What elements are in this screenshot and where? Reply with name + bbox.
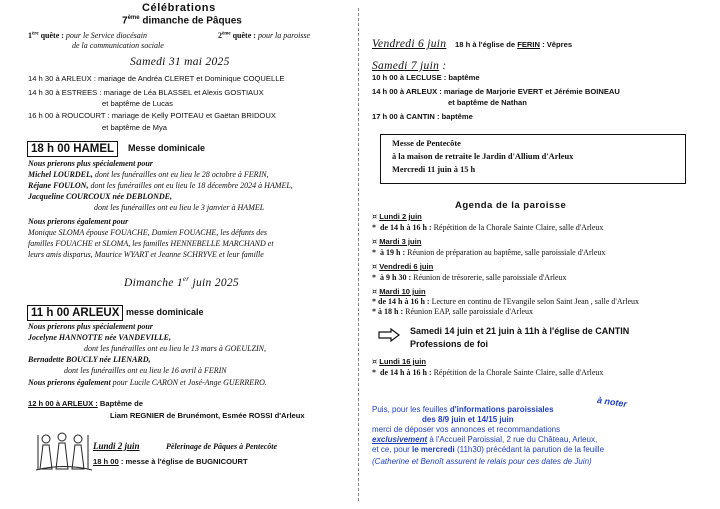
date-saturday-31-may: Samedi 31 mai 2025 [130, 56, 230, 68]
friday-vespers: Vendredi 6 juin 18 h à l'église de FERIN : Vêpres [372, 38, 573, 50]
hamel-also-line-3: leurs amis disparus, Maurice WYART et Jeanne SCHRYVE et leur famille [28, 250, 264, 259]
quete-2: 2ème quête : pour la paroisse [218, 31, 311, 40]
monday-pilgrimage-date: Lundi 2 juin [93, 441, 140, 451]
hamel-pray-3-detail: dont les funérailles ont eu lieu le 3 janvier à HAMEL [94, 203, 265, 212]
agenda-date-4: ¤ Mardi 10 juin [372, 287, 426, 296]
info-line-6: (Catherine et Benoît assurent le relais pour ces dates de Juin) [372, 457, 592, 466]
arleux-pray-1: Jocelyne HANNOTTE née VANDEVILLE, [28, 333, 171, 342]
hamel-also-title: Nous prierons également pour [28, 217, 129, 226]
quete-1-detail: de la communication sociale [72, 41, 164, 50]
saturday-event-3: 16 h 00 à ROUCOURT : mariage de Kelly POITEAU et Gaëtan BRIDOUX [28, 111, 276, 120]
info-line-2: des 8/9 juin et 14/15 juin [422, 415, 514, 424]
cantin-professions-line-1: Samedi 14 juin et 21 juin à 11h à l'église de CANTIN [410, 326, 630, 336]
arleux-pray-2-detail: dont les funérailles ont eu lieu le 16 avril à FERIN [64, 366, 227, 375]
sunday-subtitle: 7ème dimanche de Pâques [122, 15, 242, 27]
agenda-date-1: ¤ Lundi 2 juin [372, 212, 422, 221]
cantin-professions-line-2: Professions de foi [410, 339, 489, 349]
hamel-pray-1: Michel LOURDEL, dont les funérailles ont eu lieu le 28 octobre à FERIN, [28, 170, 269, 179]
hamel-pray-title: Nous prierons plus spécialement pour [28, 159, 153, 168]
right-saturday-event-2: 14 h 00 à ARLEUX : mariage de Marjorie EVERT et Jérémie BOINEAU [372, 87, 620, 96]
agenda-item-4a: * de 14 h à 16 h : Lecture en continu de l'Evangile selon Saint Jean , salle d'Arleux [372, 297, 640, 306]
arleux-pray-1-detail: dont les funérailles ont eu lieu le 13 mars à GOEULZIN, [84, 344, 266, 353]
agenda-date-3: ¤ Vendredi 6 juin [372, 262, 434, 271]
a-noter-stamp: à noter [596, 394, 628, 410]
agenda-item-2: * à 19 h : Réunion de préparation au baptême, salle paroissiale d'Arleux [372, 248, 606, 257]
hamel-also-line-2: familles FOUACHE et SLOMA, les familles HENNEBELLE MARCHAND et [28, 239, 274, 248]
agenda-item-5: * de 14 h à 16 h : Répétition de la Chorale Sainte Claire, salle d'Arleux [372, 368, 604, 377]
hamel-also-line-1: Monique SLOMA épouse FOUACHE, Damien FOUACHE, les défunts des [28, 228, 267, 237]
date-sunday-1-june: Dimanche 1er juin 2025 [124, 275, 239, 289]
agenda-date-5: ¤ Lundi 16 juin [372, 357, 427, 366]
info-line-3: merci de déposer vos annonces et recommandations [372, 425, 561, 434]
arleux-mass-box: 11 h 00 ARLEUX [27, 305, 123, 321]
saturday-7-june: Samedi 7 juin : [372, 60, 447, 72]
saturday-event-3-detail: et baptême de Mya [102, 123, 168, 132]
arleux-pray-title: Nous prierons plus spécialement pour [28, 322, 153, 331]
arleux-mass-label: messe dominicale [126, 307, 204, 317]
agenda-item-1: * de 14 h à 16 h : Répétition de la Chorale Sainte Claire, salle d'Arleux [372, 223, 604, 232]
pilgrims-illustration [34, 427, 94, 471]
hamel-mass-box: 18 h 00 HAMEL [27, 141, 118, 157]
info-line-1: Puis, pour les feuilles d'informations paroissiales [372, 405, 554, 414]
right-saturday-event-1: 10 h 00 à LECLUSE : baptême [372, 73, 480, 82]
right-column [368, 0, 700, 509]
info-line-4: exclusivement à l'Accueil Paroissial, 2 rue du Château, Arleux, [372, 435, 598, 444]
hamel-pray-3: Jacqueline COURCOUX née DEBLONDE, [28, 192, 173, 201]
arleux-pray-2: Bernadette BOUCLY née LIENARD, [28, 355, 151, 364]
monday-pilgrimage-title: Pèlerinage de Pâques à Pentecôte [166, 442, 278, 451]
page-title: Célébrations [142, 2, 216, 14]
pentecost-line-1: Messe de Pentecôte [392, 139, 461, 148]
agenda-item-4b: * à 18 h : Réunion EAP, salle paroissiale d'Arleux [372, 307, 533, 316]
quete-1: 1ère quête : pour le Service diocésain [28, 31, 147, 40]
agenda-date-2: ¤ Mardi 3 juin [372, 237, 422, 246]
hamel-mass-label: Messe dominicale [128, 143, 206, 153]
left-column [24, 0, 350, 509]
pentecost-line-2: à la maison de retraite le Jardin d'Allium d'Arleux [392, 152, 574, 161]
baptism-names: Liam REGNIER de Brunémont, Esmée ROSSI d'Arleux [110, 411, 305, 420]
saturday-event-2-detail: et baptême de Lucas [102, 99, 173, 108]
saturday-event-1: 14 h 30 à ARLEUX : mariage de Andréa CLERET et Dominique COQUELLE [28, 74, 285, 83]
info-line-5: et ce, pour le mercredi (11h30) précédant la parution de la feuille [372, 445, 605, 454]
column-divider [358, 8, 359, 501]
right-saturday-event-2-detail: et baptême de Nathan [448, 98, 527, 107]
monday-pilgrimage-mass: 18 h 00 : messe à l'église de BUGNICOURT [93, 457, 248, 466]
agenda-title: Agenda de la paroisse [455, 200, 567, 211]
saturday-event-2: 14 h 30 à ESTREES : mariage de Léa BLASSEL et Alexis GOSTIAUX [28, 88, 264, 97]
arleux-also: Nous prierons également pour Lucile CARON et José-Ange GUERRERO. [28, 378, 267, 387]
pentecost-line-3: Mercredi 11 juin à 15 h [392, 165, 476, 174]
right-saturday-event-3: 17 h 00 à CANTIN : baptême [372, 112, 473, 121]
arrow-right-icon [378, 328, 400, 342]
hamel-pray-2: Réjane FOULON, dont les funérailles ont eu lieu le 18 décembre 2024 à HAMEL, [28, 181, 293, 190]
baptism-line: 12 h 00 à ARLEUX : Baptême de [28, 399, 143, 408]
agenda-item-3: * à 9 h 30 : Réunion de trésorerie, salle paroissiale d'Arleux [372, 273, 567, 282]
